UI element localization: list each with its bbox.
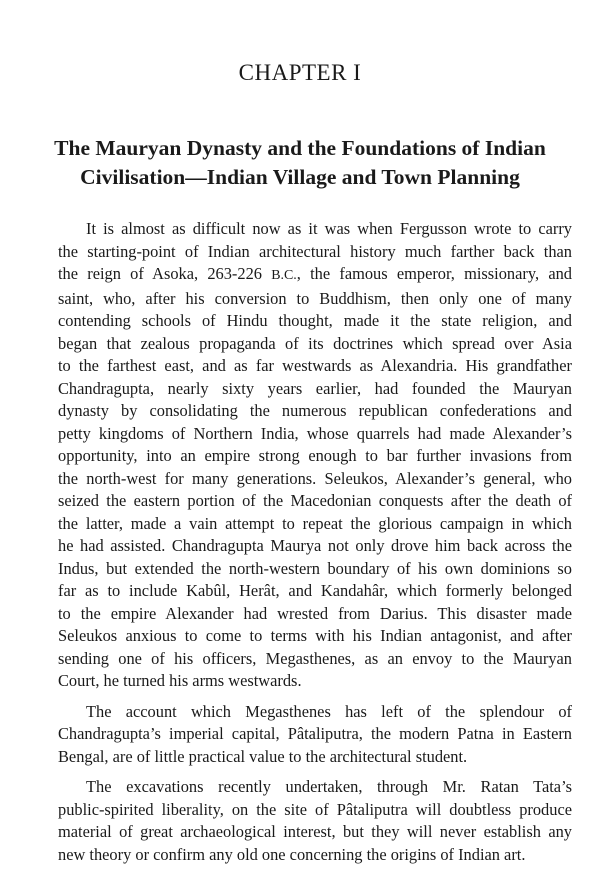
text-line: to the farthest east, and as far westwards as Alexandria. His grandfather [58,356,572,375]
chapter-title-line: The Mauryan Dynasty and the Foundations of Indian [54,136,546,160]
text-line: seized the eastern portion of the Macedonian conquests after the death of [58,491,572,510]
text-line: The account which Megasthenes has left of the splendour of [86,701,572,721]
text-line: saint, who, after his conversion to Buddhism, then only one of many [58,288,572,308]
text-line: Indus, but extended the north-western boundary of his own dominions so [58,558,572,578]
text-line: Court, he turned his arms westwards. [58,671,302,690]
chapter-title [28,134,572,192]
text-line: far as to include Kabûl, Herât, and Kandahâr, which formerly belonged [58,581,572,600]
text-line: Seleukos anxious to come to terms with his Indian antagonist, and after [58,626,572,645]
text-line: Bengal, are of little practical value to the architectural student. [58,746,468,766]
chapter-title-line: Civilisation—Indian Village and Town Planning [80,165,520,189]
text-line: new theory or confirm any old one concerning the origins of Indian art. [58,844,526,864]
text-line: contending schools of Hindu thought, made it the state religion, and [58,311,572,330]
text-line: dynasty by consolidating the numerous republican confederations and [58,401,572,420]
body-text [58,218,572,874]
text-line: he had assisted. Chandragupta Maurya not only drove him back across the [58,536,572,555]
text-line: It is almost as difficult now as it was when Fergusson wrote to carry [86,219,572,238]
paragraph [58,776,572,866]
text-line: the north-west for many generations. Seleukos, Alexander’s general, who [58,468,572,488]
text-line: the reign of Asoka, 263-226 B.C., the famous emperor, missionary, and [58,264,572,283]
text-line: public-spirited liberality, on the site of Pâtaliputra will doubtless produce [58,799,572,819]
text-line: Chandragupta’s imperial capital, Pâtaliputra, the modern Patna in Eastern [58,724,572,743]
text-line: opportunity, into an empire strong enough to bar further invasions from [58,446,572,465]
text-line: petty kingdoms of Northern India, whose quarrels had made Alexander’s [58,423,572,443]
text-line: to the empire Alexander had wrested from Darius. This disaster made [58,603,572,623]
text-line: sending one of his officers, Megasthenes, as an envoy to the Mauryan [58,648,572,668]
paragraph [58,701,572,769]
text-line: material of great archaeological interest, but they will never establish any [58,822,572,841]
text-line: began that zealous propaganda of its doctrines which spread over Asia [58,333,572,353]
text-line: the latter, made a vain attempt to repeat the glorious campaign in which [58,513,572,533]
chapter-heading: CHAPTER I [238,60,362,85]
text-line: Chandragupta, nearly sixty years earlier, had founded the Mauryan [58,378,572,398]
text-line: the starting-point of Indian architectural history much farther back than [58,241,572,261]
paragraph [58,218,572,693]
text-line: The excavations recently undertaken, through Mr. Ratan Tata’s [86,777,572,796]
